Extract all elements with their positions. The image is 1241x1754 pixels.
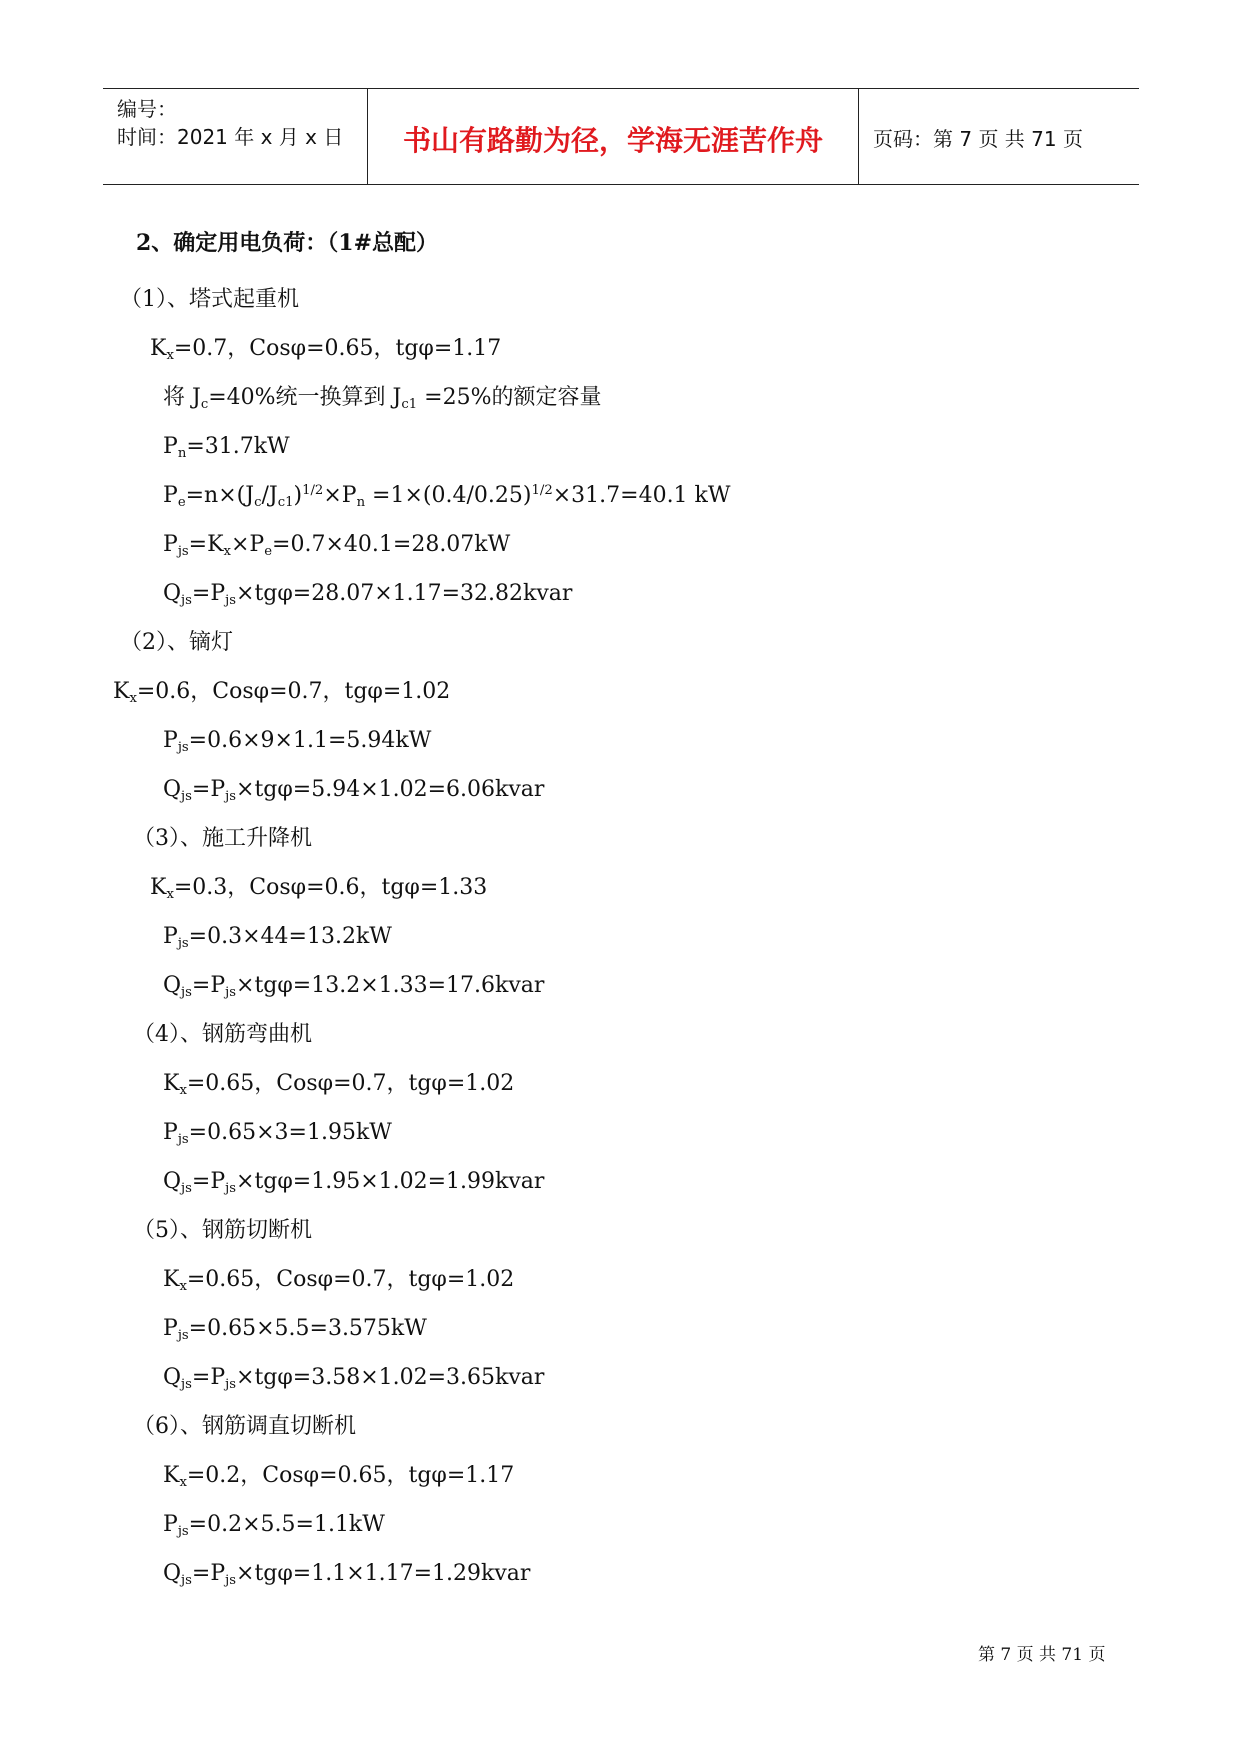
page-footer: 第 7 页 共 71 页 xyxy=(978,1645,1106,1665)
formula-line: $P_{js}=0.3\times 44=13.2kW$ xyxy=(163,924,392,951)
formula-line: $K_x=0.65$，Cosφ=0.7，tgφ=1.02 xyxy=(163,1071,515,1098)
formula-line: $P_{js}=0.2\times 5.5=1.1kW$ xyxy=(163,1512,385,1539)
formula-line: $P_{js}=0.65\times 3=1.95kW$ xyxy=(163,1120,392,1147)
formula-line: $K_x=0.3$，Cosφ=0.6，tgφ=1.33 xyxy=(150,875,488,902)
formula-line: $K_x=0.65$，Cosφ=0.7，tgφ=1.02 xyxy=(163,1267,515,1294)
formula-line: $Q_{js}=P_{js}\times tg\varphi=28.07\times 1.17=32.82kvar$ xyxy=(163,581,573,608)
section-title: 2、确定用电负荷：（1#总配） xyxy=(136,230,439,256)
formula-line: $K_x=0.2$，Cosφ=0.65，tgφ=1.17 xyxy=(163,1463,515,1490)
motto: 书山有路勤为径，学海无涯苦作舟 xyxy=(402,124,823,157)
item-title: （1）、塔式起重机 xyxy=(120,287,299,312)
item-title: （5）、钢筋切断机 xyxy=(133,1218,312,1243)
formula-line: $K_x=0.7$，Cosφ=0.65，tgφ=1.17 xyxy=(150,336,502,363)
item-title: （2）、镝灯 xyxy=(120,630,233,655)
item-title: （4）、钢筋弯曲机 xyxy=(133,1022,312,1047)
formula-line: $Q_{js}=P_{js}\times tg\varphi=13.2\times 1.33=17.6kvar$ xyxy=(163,973,545,1000)
page-header xyxy=(103,88,1139,185)
formula-line: $Q_{js}=P_{js}\times tg\varphi=5.94\times 1.02=6.06kvar$ xyxy=(163,777,545,804)
formula-line: $P_n=31.7kW$ xyxy=(163,434,290,461)
formula-line: $P_{js}=K_x\times P_e=0.7\times 40.1=28.07kW$ xyxy=(163,532,511,559)
formula-line: $Q_{js}=P_{js}\times tg\varphi=3.58\times 1.02=3.65kvar$ xyxy=(163,1365,545,1392)
formula-line: 将 $J_c=40\%$统一换算到 $J_{c1} =25\%$的额定容量 xyxy=(163,385,602,412)
doc-time-label: 时间：2021 年 x 月 x 日 xyxy=(117,125,344,149)
header-page-cell xyxy=(859,89,1139,184)
page-code: 页码：第 7 页 共 71 页 xyxy=(873,127,1083,151)
doc-number-label: 编号： xyxy=(117,97,177,121)
header-info-cell xyxy=(103,89,367,184)
formula-line: $Q_{js}=P_{js}\times tg\varphi=1.1\times 1.17=1.29kvar$ xyxy=(163,1561,531,1588)
formula-line: $P_{js}=0.6\times 9\times 1.1=5.94kW$ xyxy=(163,728,432,755)
formula-line: $Q_{js}=P_{js}\times tg\varphi=1.95\times 1.02=1.99kvar$ xyxy=(163,1169,545,1196)
item-title: （3）、施工升降机 xyxy=(133,826,312,851)
formula-line: $P_e=n\times(J_c/J_{c1})^{1/2}\times P_n =1\times(0.4/0.25)^{1/2}\times 31.7=40.1$ kW xyxy=(163,483,731,510)
formula-line: $K_x=0.6$，Cosφ=0.7，tgφ=1.02 xyxy=(113,679,451,706)
header-motto-cell xyxy=(367,89,859,184)
item-title: （6）、钢筋调直切断机 xyxy=(133,1414,356,1439)
formula-line: $P_{js}=0.65\times 5.5=3.575kW$ xyxy=(163,1316,427,1343)
